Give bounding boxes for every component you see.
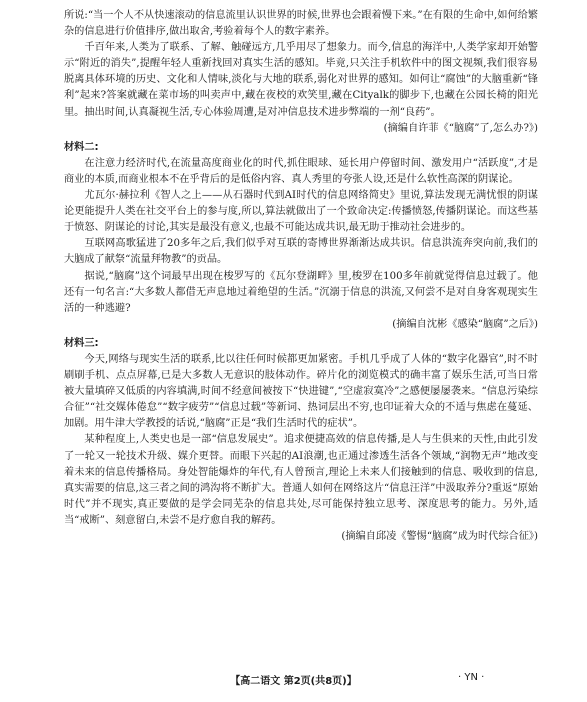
- material2-source: (摘编自沈彬《感染“脑腐”之后》): [392, 318, 538, 330]
- material2-paragraph-2: 尤瓦尔·赫拉利《智人之上——从石器时代到AI时代的信息网络简史》里说,算法发现无满忧恨的阴谋论更能提升人类在社交平台上的参与度,所以,算法就做出了一个致命决定:传播愤怒,传播阴谋论。而这些基于愤怒、阴谋论的讨论,其实是最没有意义,也最不可能达成共识,最无助于推动社会进步的。: [64, 190, 538, 234]
- material1-source: (摘编自许菲《“脑腐”了,怎么办?》): [383, 122, 538, 134]
- material3-source: (摘编自邱凌《警惕“脑腐”成为时代综合征》): [341, 531, 538, 542]
- material2-paragraph-3: 互联网高歌猛进了20多年之后,我们似乎对互联的寄博世界渐渐达成共识。信息洪流奔突向前,我们的大脑成了献祭“流量拜物教”的贡品。: [64, 238, 538, 266]
- footer-code: · YN ·: [458, 672, 485, 683]
- material3-paragraph-2: 某种程度上,人类史也是一部“信息发展史”。追求便捷高效的信息传播,是人与生俱来的天性,由此引发了一轮又一轮技术升级、媒介更替。而眼下兴起的AI浪潮,也正通过渗透生活各个领域,“润物无声”地改变着未来的信息传播格局。身处智能爆炸的年代,有人曾预言,理论上未来人们接触到的信息、吸收到的信息,真实需要的信息,这三者之间的鸿沟将不断扩大。普通人如何在网络这片“信息汪洋”中汲取养分?重返“原始时代”并不现实,真正要做的是学会同芜杂的信息共处,尽可能保持独立思考、深度思考的能力。另外,适当“戒断”、刻意留白,未尝不是疗愈自我的解药。: [64, 434, 538, 526]
- material1-paragraph-1: 所说:“当一个人不从快速滚动的信息流里认识世界的时候,世界也会跟着慢下来。”在有限的生命中,如何给繁杂的信息进行价值排序,做出取舍,考验着每个人的数字素养。: [64, 10, 538, 38]
- material2-heading: 材料二:: [64, 141, 99, 153]
- material2-paragraph-1: 在注意力经济时代,在流量高度商业化的时代,抓住眼球、延长用户停留时间、激发用户“活跃度”,才是商业的本质,而商业根本不在乎背后的是低俗内容、真人秀里的夸张人设,还是什么软性高深的阴谋论。: [64, 157, 538, 185]
- material2-paragraph-4: 据说,“脑腐”这个词最早出现在梭罗写的《瓦尔登湖畔》里,梭罗在100多年前就觉得信息过载了。他还有一句名言:“大多数人都借无声息地过着绝望的生活。”沉溺于信息的洪流,又何尝不是对自身客观现实生活的一种逃避?: [64, 270, 538, 314]
- document-page: [64, 8, 538, 545]
- footer-page-info: 【高二语文 第2页(共8页)】: [230, 676, 357, 687]
- material3-paragraph-1: 今天,网络与现实生活的联系,比以往任何时候都更加紧密。手机几乎成了人体的“数字化器官”,时不时刷刷手机、点点屏幕,已是大多数人无意识的肢体动作。碎片化的浏览模式的确丰富了娱乐生活,可当日常被大量填碎又低质的内容填满,时间不经意间被按下“快进键”,“空虚寂寞冷”之感便屡屡袭来。“信息污染综合征”“社交媒体倦怠”“数字疲劳”“信息过载”等新词、热词层出不穷,也印证着大众的不适与焦虑在蔓延、加剧。用牛津大学教授的话说,“脑腐”正是“我们生活时代的症状”。: [64, 353, 538, 430]
- material1-paragraph-2: 千百年来,人类为了联系、了解、触碰远方,几乎用尽了想象力。而今,信息的海洋中,人类学家却开始警示“附近的消失”,提醒年轻人重新找回对真实生活的感知。毕竟,只关注手机软件中的图文视频,我们很容易脱离具体环境的历史、文化和人情味,淡化与大地的联系,弱化对世界的感知。如何让“腐蚀”的大脑重新“锋利”起来?答案就藏在菜市场的叫卖声中,藏在夜校的欢笑里,藏在Cityalk的脚步下,也藏在公园长椅的阳光里。抽出时间,认真凝视生活,专心体验周遭,是对冲信息技术进步弊端的一剂“良药”。: [64, 42, 538, 118]
- material3-heading: 材料三:: [64, 337, 99, 349]
